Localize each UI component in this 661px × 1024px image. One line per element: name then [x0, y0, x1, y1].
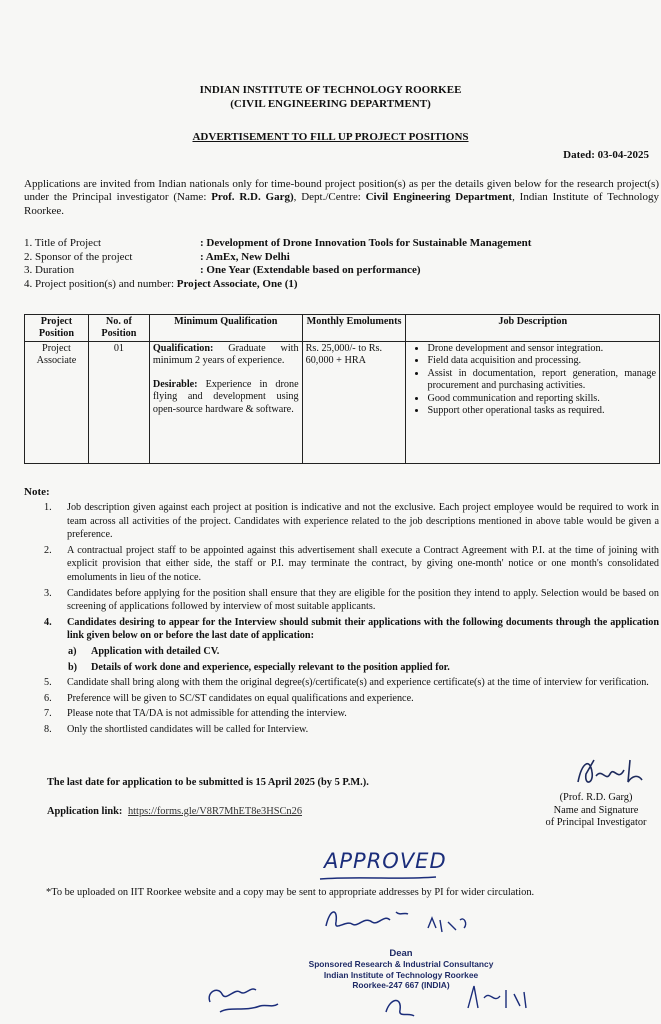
dean-stamp-line2: Indian Institute of Technology Roorkee [323, 969, 479, 980]
handwritten-initials-bottom [380, 988, 420, 1022]
intro-text-1: Applications are invited from Indian nationals only for time-bound project position(s) as per the details given below for the research project(s) under the Principal investigator (Name: [24, 178, 659, 204]
list-item: • Support other operational tasks as required. [427, 405, 656, 417]
note-item [44, 676, 659, 690]
dean-title: Dean [389, 948, 413, 959]
detail-label: 3. Duration [24, 264, 75, 276]
detail-row [24, 264, 659, 278]
note-text: Candidates before applying for the position shall ensure that they are eligible for the position they intend to apply. Selection would be based on screening of applications followed by interview of most suitable applicants. [67, 587, 659, 613]
application-link[interactable]: https://forms.gle/V8R7MhET8e3HSCn26 [127, 806, 303, 817]
handwritten-initials-right [460, 978, 540, 1018]
note-number: 2. [44, 544, 52, 556]
list-item: • Good communication and reporting skills. [427, 393, 656, 405]
dean-signature [318, 902, 508, 942]
dean-stamp-line3: Roorkee-247 667 (INDIA) [352, 980, 450, 991]
pi-signature-block [536, 792, 656, 830]
handwritten-initials-left [200, 972, 290, 1020]
detail-row [24, 237, 659, 251]
list-item: • Drone development and sensor integration. [427, 343, 656, 355]
notes-list [44, 501, 659, 739]
note-number: 1. [44, 502, 52, 513]
note-text: Job description given against each project at position is indicative and not the exclusive. Each project employee would be required to work in team across all activities of the project. Candidates with experience related to the job descriptions mentioned in above table would be given a preference. [67, 502, 659, 541]
signature-caption-2: of Principal Investigator [545, 817, 647, 829]
last-date: The last date for application to be submitted is 15 April 2025 (by 5 P.M.). [47, 777, 369, 788]
note-text: Only the shortlisted candidates will be called for Interview. [67, 723, 309, 735]
note-sub-item [44, 661, 659, 675]
pi-name: Prof. R.D. Garg) [211, 191, 294, 204]
desirable-text: Experience in drone flying and development using open-source hardware & software. [152, 378, 299, 415]
positions-table [24, 314, 660, 464]
note-item [44, 544, 659, 585]
note-heading: Note: [24, 486, 50, 498]
detail-label: 2. Sponsor of the project [24, 250, 133, 263]
detail-value: : Development of Drone Innovation Tools for Sustainable Management [200, 237, 532, 249]
note-item [44, 616, 659, 643]
dean-stamp-line1: Sponsored Research & Industrial Consultancy [308, 959, 494, 970]
application-link-row [47, 806, 302, 817]
note-item [44, 707, 659, 721]
note-text: Candidate shall bring along with them the original degree(s)/certificate(s) and experience certificate(s) at the time of interview for verification. [67, 677, 649, 689]
qualification-text: Graduate with minimum 2 years of experience. [152, 343, 299, 367]
cell-emoluments: Rs. 25,000/- to Rs. 60,000 + HRA [302, 342, 406, 464]
intro-paragraph [24, 178, 659, 218]
approved-stamp: APPROVED [324, 849, 447, 873]
note-item [44, 501, 659, 542]
note-number: 8. [44, 723, 52, 735]
list-item: • Assist in documentation, report generation, manage procurement and purchasing activities. [427, 368, 656, 393]
note-item [44, 587, 659, 614]
detail-label: 1. Title of Project [24, 237, 102, 249]
department: Civil Engineering Department [365, 191, 513, 204]
note-number: 5. [44, 677, 52, 689]
header-position: Project Position [25, 315, 89, 342]
dated: Dated: 03-04-2025 [563, 149, 649, 161]
approved-underline [318, 874, 438, 882]
detail-row [24, 278, 659, 292]
header-qualification: Minimum Qualification [149, 315, 302, 342]
project-details [24, 237, 659, 291]
note-sub-item [44, 645, 659, 659]
note-text: Candidates desiring to appear for the Interview should submit their applications with the following documents through the application link given below on or before the last date of application: [67, 616, 659, 642]
header-emoluments: Monthly Emoluments [302, 315, 406, 342]
note-item [44, 692, 659, 706]
signature-caption-1: Name and Signature [553, 804, 639, 816]
desirable-label: Desirable: [152, 378, 198, 390]
note-item [44, 723, 659, 737]
intro-text-3: , Indian Institute of Technology Roorkee. [24, 191, 659, 217]
detail-value: : One Year (Extendable based on performance) [200, 264, 421, 276]
note-number: 4. [44, 616, 52, 628]
pi-name-signature: (Prof. R.D. Garg) [559, 792, 633, 803]
detail-row [24, 251, 659, 265]
sub-number: b) [68, 661, 78, 673]
header-count: No. of Position [88, 315, 149, 342]
footer-note: *To be uploaded on IIT Roorkee website and a copy may be sent to appropriate addresses by PI for wider circulation. [46, 887, 535, 898]
sub-number: a) [68, 645, 77, 657]
detail-value: : AmEx, New Delhi [200, 250, 290, 263]
detail-value: Project Associate, One (1) [176, 277, 298, 290]
job-list [409, 343, 656, 417]
qualification-label: Qualification: [152, 343, 214, 354]
list-item: • Field data acquisition and processing. [427, 355, 656, 367]
department-name: (CIVIL ENGINEERING DEPARTMENT) [230, 98, 431, 110]
note-number: 6. [44, 692, 52, 704]
application-link-label: Application link: [47, 806, 123, 817]
institute-name: INDIAN INSTITUTE OF TECHNOLOGY ROORKEE [199, 84, 462, 96]
note-text: Preference will be given to SC/ST candidates on equal qualifications and experience. [67, 692, 414, 704]
pi-signature [572, 752, 654, 794]
sub-text: Application with detailed CV. [91, 645, 220, 657]
intro-text-2: , Dept./Centre: [293, 191, 366, 204]
note-text: Please note that TA/DA is not admissible for attending the interview. [67, 708, 347, 720]
header-job-description: Job Description [406, 315, 660, 342]
cell-position: Project Associate [25, 342, 89, 464]
sub-text: Details of work done and experience, especially relevant to the position applied for. [91, 661, 450, 673]
detail-label: 4. Project position(s) and number: [24, 277, 175, 290]
table-row [25, 342, 660, 464]
note-number: 7. [44, 708, 52, 720]
advertisement-title: ADVERTISEMENT TO FILL UP PROJECT POSITIONS [192, 131, 469, 143]
cell-job-description [406, 342, 660, 464]
cell-count: 01 [88, 342, 149, 464]
note-text: A contractual project staff to be appointed against this advertisement shall execute a Contract Agreement with P.I. at the time of joining with explicit provision that either side, the staff or P.I. may terminate the contract, by giving one-month' notice or one month's consolidated emoluments in lieu of the notice. [67, 544, 659, 583]
table-header-row [25, 315, 660, 342]
note-number: 3. [44, 587, 52, 599]
cell-qualification [149, 342, 302, 464]
